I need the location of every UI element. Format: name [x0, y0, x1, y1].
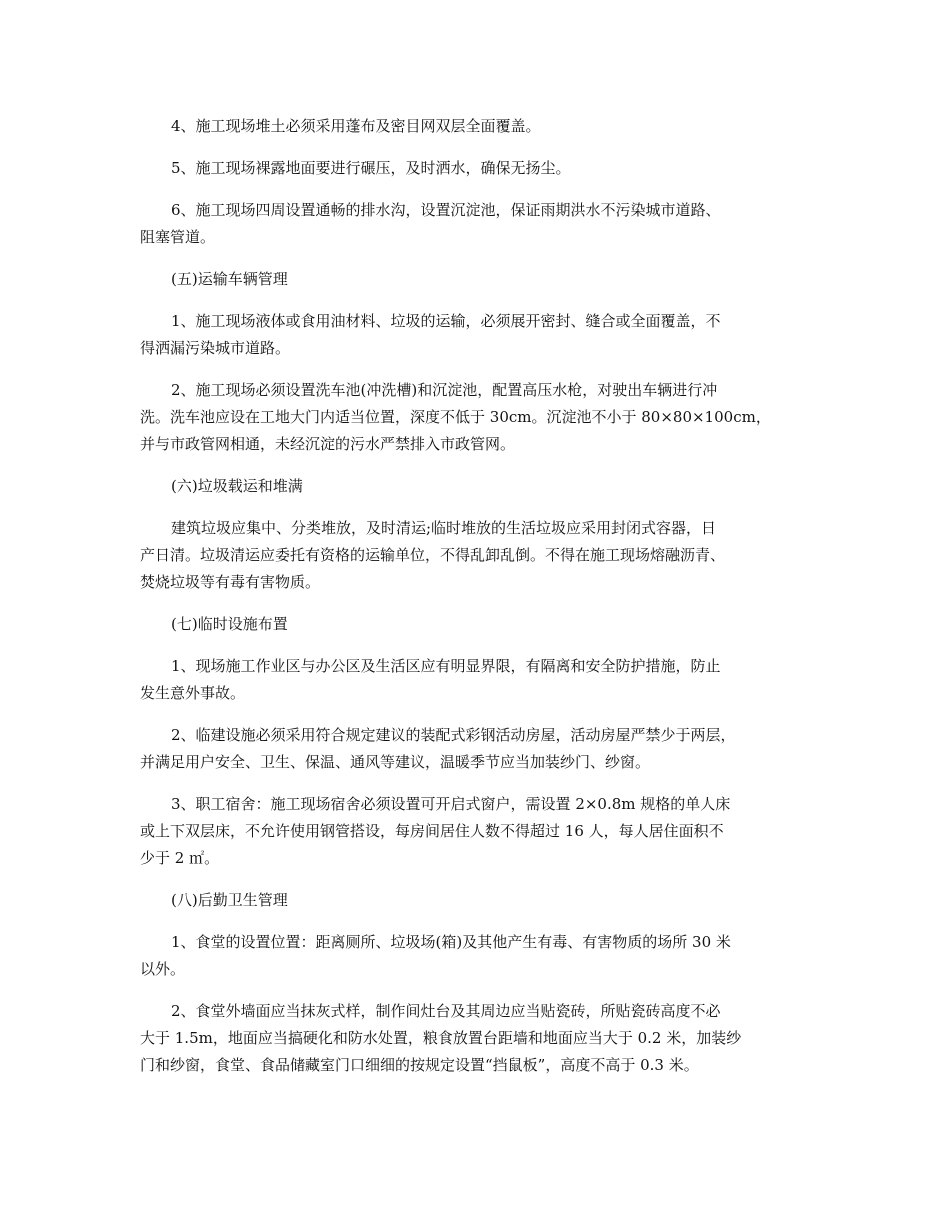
paragraph-line: 并与市政管网相通，未经沉淀的污水严禁排入市政管网。: [140, 435, 516, 453]
paragraph: [140, 887, 820, 914]
paragraph-line: 3、职工宿舍：施工现场宿舍必须设置可开启式窗户，需设置 2×0.8m 规格的单人床: [171, 795, 731, 813]
paragraph-line: 1、食堂的设置位置：距离厕所、垃圾场(箱)及其他产生有毒、有害物质的场所 30 米: [171, 933, 731, 951]
paragraph-line: 焚烧垃圾等有毒有害物质。: [140, 573, 321, 591]
paragraph-line: 洗。洗车池应设在工地大门内适当位置，深度不低于 30cm。沉淀池不小于 80×80×100cm，: [140, 408, 771, 426]
document-body: [140, 113, 820, 1094]
paragraph-line: 6、施工现场四周设置通畅的排水沟，设置沉淀池，保证雨期洪水不污染城市道路、: [171, 201, 721, 219]
paragraph-line: (六)垃圾载运和堆满: [171, 477, 303, 495]
paragraph-line: 并满足用户安全、卫生、保温、通风等建议，温暖季节应当加装纱门、纱窗。: [140, 753, 651, 771]
paragraph-line: 大于 1.5m，地面应当搞硬化和防水处置，粮食放置台距墙和地面应当大于 0.2 米，加装纱: [140, 1029, 742, 1047]
paragraph-line: 4、施工现场堆土必须采用蓬布及密目网双层全面覆盖。: [171, 117, 541, 135]
paragraph: [140, 791, 820, 872]
paragraph-line: 建筑垃圾应集中、分类堆放，及时清运;临时堆放的生活垃圾应采用封闭式容器，日: [171, 519, 717, 537]
paragraph: [140, 515, 820, 596]
paragraph: [140, 113, 820, 140]
paragraph-line: 少于 2 ㎡。: [140, 849, 220, 867]
paragraph: [140, 377, 820, 458]
paragraph: [140, 722, 820, 776]
paragraph: [140, 266, 820, 293]
paragraph-line: 5、施工现场裸露地面要进行碾压，及时洒水，确保无扬尘。: [171, 159, 571, 177]
paragraph-line: (七)临时设施布置: [171, 615, 288, 633]
paragraph: [140, 653, 820, 707]
paragraph: [140, 929, 820, 983]
paragraph-line: 以外。: [140, 960, 186, 978]
paragraph-line: (八)后勤卫生管理: [171, 891, 288, 909]
paragraph-line: 门和纱窗，食堂、食品储藏室门口细细的按规定设置“挡鼠板”，高度不高于 0.3 米。: [140, 1056, 699, 1074]
paragraph-line: (五)运输车辆管理: [171, 270, 288, 288]
paragraph-line: 得洒漏污染城市道路。: [140, 339, 291, 357]
paragraph: [140, 998, 820, 1079]
paragraph-line: 或上下双层床，不允许使用钢管搭设，每房间居住人数不得超过 16 人，每人居住面积不: [140, 822, 724, 840]
paragraph-line: 2、施工现场必须设置洗车池(冲洗槽)和沉淀池，配置高压水枪，对驶出车辆进行冲: [171, 381, 718, 399]
paragraph-line: 2、食堂外墙面应当抹灰式样，制作间灶台及其周边应当贴瓷砖，所贴瓷砖高度不必: [171, 1002, 721, 1020]
paragraph-line: 2、临建设施必须采用符合规定建议的装配式彩钢活动房屋，活动房屋严禁少于两层，: [171, 726, 736, 744]
paragraph-line: 发生意外事故。: [140, 684, 246, 702]
paragraph: [140, 197, 820, 251]
paragraph: [140, 611, 820, 638]
paragraph: [140, 155, 820, 182]
paragraph-line: 1、现场施工作业区与办公区及生活区应有明显界限，有隔离和安全防护措施，防止: [171, 657, 721, 675]
paragraph-line: 产日清。垃圾清运应委托有资格的运输单位，不得乱卸乱倒。不得在施工现场熔融沥青、: [140, 546, 726, 564]
paragraph: [140, 308, 820, 362]
paragraph-line: 阻塞管道。: [140, 228, 216, 246]
paragraph-line: 1、施工现场液体或食用油材料、垃圾的运输，必须展开密封、缝合或全面覆盖，不: [171, 312, 721, 330]
paragraph: [140, 473, 820, 500]
